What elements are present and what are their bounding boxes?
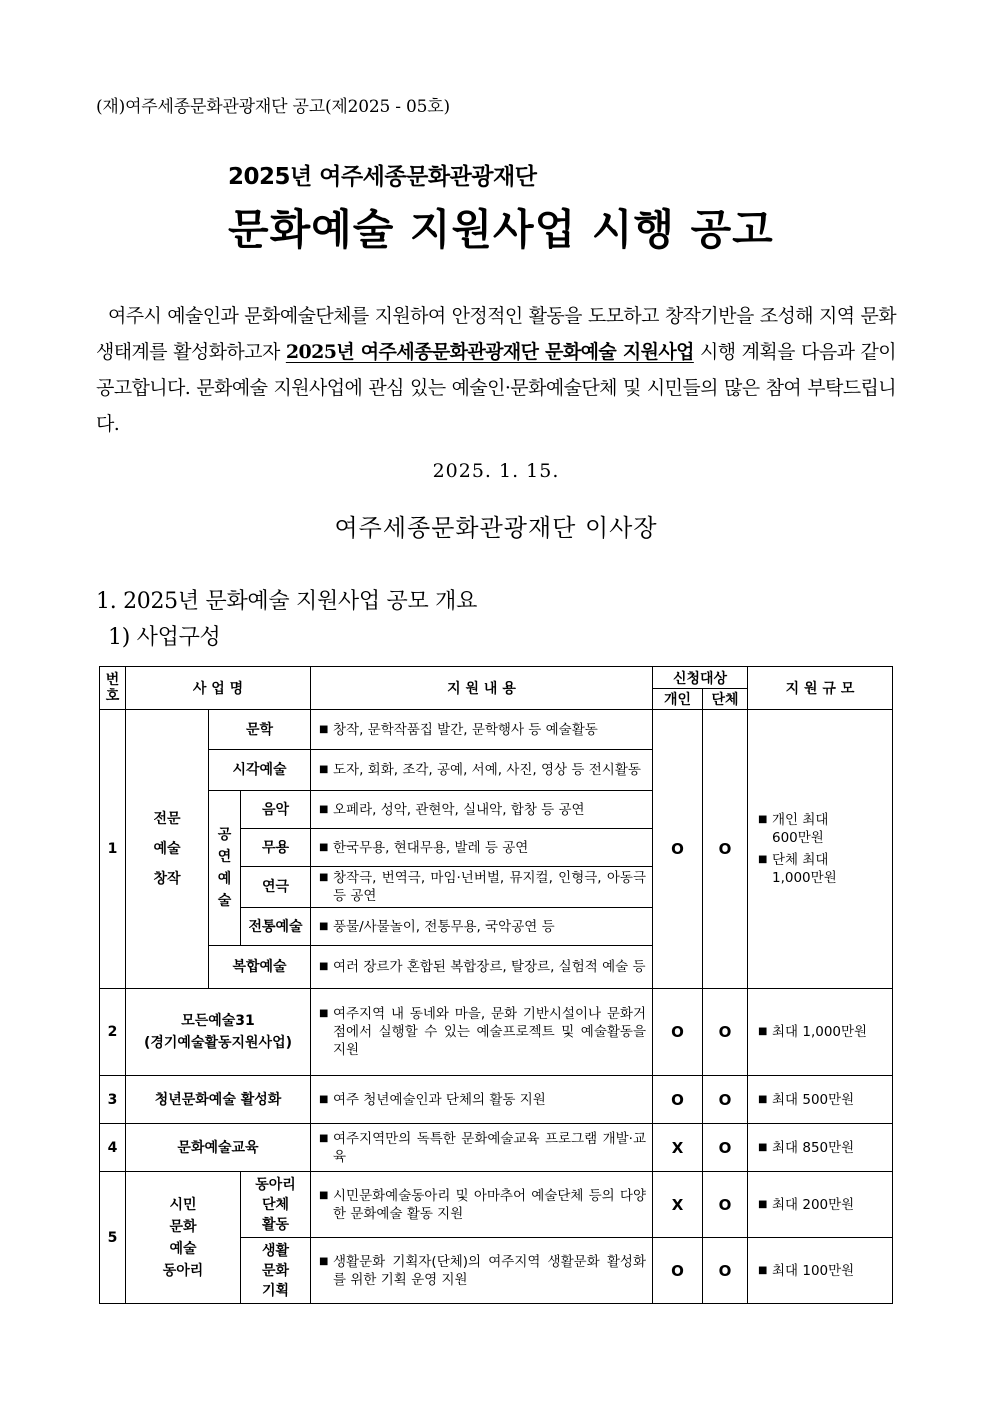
- intro-text-2: 시행 계획을 다음과 같이 공고합니다. 문화예술 지원사업에 관심 있는 예술인·문화예술단체 및 시민들의 많은 참여 부탁드립니다.: [96, 341, 896, 435]
- page-title: 문화예술 지원사업 시행 공고: [228, 205, 774, 254]
- perf-char: 술: [217, 893, 232, 909]
- row2-desc: ■ 여주지역 내 동네와 마을, 문화 기반시설이나 문화거점에서 실행할 수 있는 예술프로젝트 및 예술활동을 지원: [311, 989, 653, 1076]
- row5-sub-name-line: 단체: [261, 1196, 290, 1213]
- intro-paragraph: [96, 298, 896, 442]
- row1-category-line: 예술: [153, 841, 181, 857]
- row5-sub-name: [241, 1238, 311, 1304]
- row1-item-name: 연극: [241, 867, 311, 908]
- row2-individual: O: [653, 989, 703, 1076]
- perf-char: 연: [217, 849, 232, 865]
- row1-item-desc-text: 오페라, 성악, 관현악, 실내악, 합창 등 공연: [333, 801, 585, 818]
- row3-individual: O: [653, 1076, 703, 1124]
- row1-individual: O: [653, 710, 703, 989]
- row1-item-desc-text: 창작, 문학작품집 발간, 문학행사 등 예술활동: [333, 721, 598, 738]
- row3-scale-text: 최대 500만원: [772, 1091, 855, 1108]
- row1-no: 1: [100, 710, 126, 989]
- row3-desc: ■ 여주 청년예술인과 단체의 활동 지원: [311, 1076, 653, 1124]
- row5-sub-scale: ■ 최대 200만원: [748, 1172, 893, 1238]
- row5-sub-desc-text: 시민문화예술동아리 및 아마추어 예술단체 등의 다양한 문화예술 활동 지원: [333, 1187, 646, 1222]
- row5-category-line: 시민: [169, 1196, 197, 1213]
- row1-scale-group: 단체 최대 1,000만원: [772, 852, 837, 886]
- row1-item-desc: ■ 창작극, 번역극, 마임·넌버벌, 뮤지컬, 인형극, 아동극 등 공연: [311, 867, 653, 908]
- row4-desc-text: 여주지역만의 독특한 문화예술교육 프로그램 개발·교육: [333, 1130, 646, 1165]
- row4-name: 문화예술교육: [126, 1124, 311, 1172]
- row1-category: [126, 710, 209, 989]
- row1-item-desc: ■ 한국무용, 현대무용, 발레 등 공연: [311, 829, 653, 867]
- notice-number: (재)여주세종문화관광재단 공고(제2025 - 05호): [96, 97, 450, 117]
- row5-sub-individual: O: [653, 1238, 703, 1304]
- perf-char: 예: [217, 871, 232, 887]
- row1-item-name: 전통예술: [241, 908, 311, 946]
- header-content: 지 원 내 용: [311, 667, 653, 710]
- subtitle: 2025년 여주세종문화관광재단: [228, 164, 537, 190]
- row1-item-desc-text: 한국무용, 현대무용, 발레 등 공연: [333, 839, 529, 856]
- header-no: [100, 667, 126, 710]
- row5-sub-desc: ■ 시민문화예술동아리 및 아마추어 예술단체 등의 다양한 문화예술 활동 지원: [311, 1172, 653, 1238]
- row3-scale: ■ 최대 500만원: [748, 1076, 893, 1124]
- row1-category-line: 창작: [153, 871, 181, 887]
- row5-category-line: 동아리: [162, 1262, 204, 1279]
- row5-sub-group: O: [703, 1238, 748, 1304]
- notice-date: 2025. 1. 15.: [432, 460, 560, 482]
- row3-group: O: [703, 1076, 748, 1124]
- row5-sub-name-line: 기획: [261, 1282, 290, 1299]
- row3-desc-text: 여주 청년예술인과 단체의 활동 지원: [333, 1091, 546, 1108]
- row2-no: 2: [100, 989, 126, 1076]
- header-individual: 개인: [653, 689, 703, 710]
- row2-scale-text: 최대 1,000만원: [772, 1024, 868, 1040]
- row5-sub-desc-text: 생활문화 기획자(단체)의 여주지역 생활문화 활성화를 위한 기획 운영 지원: [333, 1253, 646, 1288]
- row1-category-line: 전문: [153, 811, 181, 827]
- row5-sub-name-line: 동아리: [255, 1176, 296, 1193]
- row3-name: 청년문화예술 활성화: [126, 1076, 311, 1124]
- row1-item-name: 복합예술: [209, 946, 311, 989]
- row2-scale: ■ 최대 1,000만원: [748, 989, 893, 1076]
- header-target: 신청대상: [653, 667, 748, 689]
- row4-desc: ■ 여주지역만의 독특한 문화예술교육 프로그램 개발·교육: [311, 1124, 653, 1172]
- header-program: 사 업 명: [126, 667, 311, 710]
- row1-performance-group: [209, 791, 241, 946]
- row1-item-desc: ■ 풍물/사물놀이, 전통무용, 국악공연 등: [311, 908, 653, 946]
- row2-name: [126, 989, 311, 1076]
- row1-item-desc: ■ 창작, 문학작품집 발간, 문학행사 등 예술활동: [311, 710, 653, 750]
- row5-category-line: 예술: [169, 1240, 197, 1257]
- row5-sub-scale: ■ 최대 100만원: [748, 1238, 893, 1304]
- row1-item-desc-text: 여러 장르가 혼합된 복합장르, 탈장르, 실험적 예술 등: [333, 959, 646, 975]
- header-no-text: 번호: [105, 672, 120, 704]
- row5-sub-name-line: 생활: [261, 1242, 290, 1259]
- row1-item-name: 문학: [209, 710, 311, 750]
- row4-no: 4: [100, 1124, 126, 1172]
- signer: 여주세종문화관광재단 이사장: [334, 514, 658, 542]
- row1-item-name: 시각예술: [209, 750, 311, 791]
- row5-no: 5: [100, 1172, 126, 1304]
- row2-name-line: (경기예술활동지원사업): [143, 1035, 293, 1051]
- row1-item-desc-text: 도자, 회화, 조각, 공예, 서예, 사진, 영상 등 전시활동: [333, 762, 641, 778]
- program-table: [99, 666, 893, 1304]
- intro-text-1: 여주시 예술인과 문화예술단체를 지원하여 안정적인 활동을 도모하고 창작기반을 조성해 지역 문화생태계를 활성화하고자: [96, 305, 896, 363]
- row1-scale: ■ 개인 최대 600만원 ■ 단체 최대 1,000만원: [748, 710, 893, 989]
- row5-sub-desc: ■ 생활문화 기획자(단체)의 여주지역 생활문화 활성화를 위한 기획 운영 지원: [311, 1238, 653, 1304]
- row1-item-desc: ■ 도자, 회화, 조각, 공예, 서예, 사진, 영상 등 전시활동: [311, 750, 653, 791]
- row1-item-desc: ■ 오페라, 성악, 관현악, 실내악, 합창 등 공연: [311, 791, 653, 829]
- row1-group: O: [703, 710, 748, 989]
- row4-scale-text: 최대 850만원: [772, 1139, 855, 1156]
- row4-scale: ■ 최대 850만원: [748, 1124, 893, 1172]
- subsection-heading: 1) 사업구성: [108, 625, 221, 650]
- row2-name-line: 모든예술31: [181, 1013, 255, 1029]
- row5-sub-name-line: 문화: [261, 1262, 290, 1279]
- header-scale: 지 원 규 모: [748, 667, 893, 710]
- row4-group: O: [703, 1124, 748, 1172]
- row2-desc-text: 여주지역 내 동네와 마을, 문화 기반시설이나 문화거점에서 실행할 수 있는 예술프로젝트 및 예술활동을 지원: [333, 1006, 646, 1058]
- row1-item-name: 음악: [241, 791, 311, 829]
- row1-scale-individual: 개인 최대 600만원: [772, 812, 829, 846]
- row1-item-desc-text: 풍물/사물놀이, 전통무용, 국악공연 등: [333, 918, 555, 935]
- row5-category-line: 문화: [169, 1218, 197, 1235]
- row5-sub-scale-text: 최대 100만원: [772, 1262, 855, 1279]
- row1-item-desc-text: 창작극, 번역극, 마임·넌버벌, 뮤지컬, 인형극, 아동극 등 공연: [333, 870, 646, 904]
- row5-sub-scale-text: 최대 200만원: [772, 1196, 855, 1213]
- row5-sub-name-line: 활동: [261, 1216, 290, 1233]
- row3-no: 3: [100, 1076, 126, 1124]
- section-heading: 1. 2025년 문화예술 지원사업 공모 개요: [96, 589, 478, 614]
- row5-category: [126, 1172, 241, 1304]
- header-group: 단체: [703, 689, 748, 710]
- row1-item-name: 무용: [241, 829, 311, 867]
- row1-item-desc: ■ 여러 장르가 혼합된 복합장르, 탈장르, 실험적 예술 등: [311, 946, 653, 989]
- row4-individual: X: [653, 1124, 703, 1172]
- row5-sub-name: [241, 1172, 311, 1238]
- row5-sub-individual: X: [653, 1172, 703, 1238]
- perf-char: 공: [217, 827, 232, 843]
- intro-emphasis: 2025년 여주세종문화관광재단 문화예술 지원사업: [285, 341, 694, 363]
- row5-sub-group: O: [703, 1172, 748, 1238]
- row2-group: O: [703, 989, 748, 1076]
